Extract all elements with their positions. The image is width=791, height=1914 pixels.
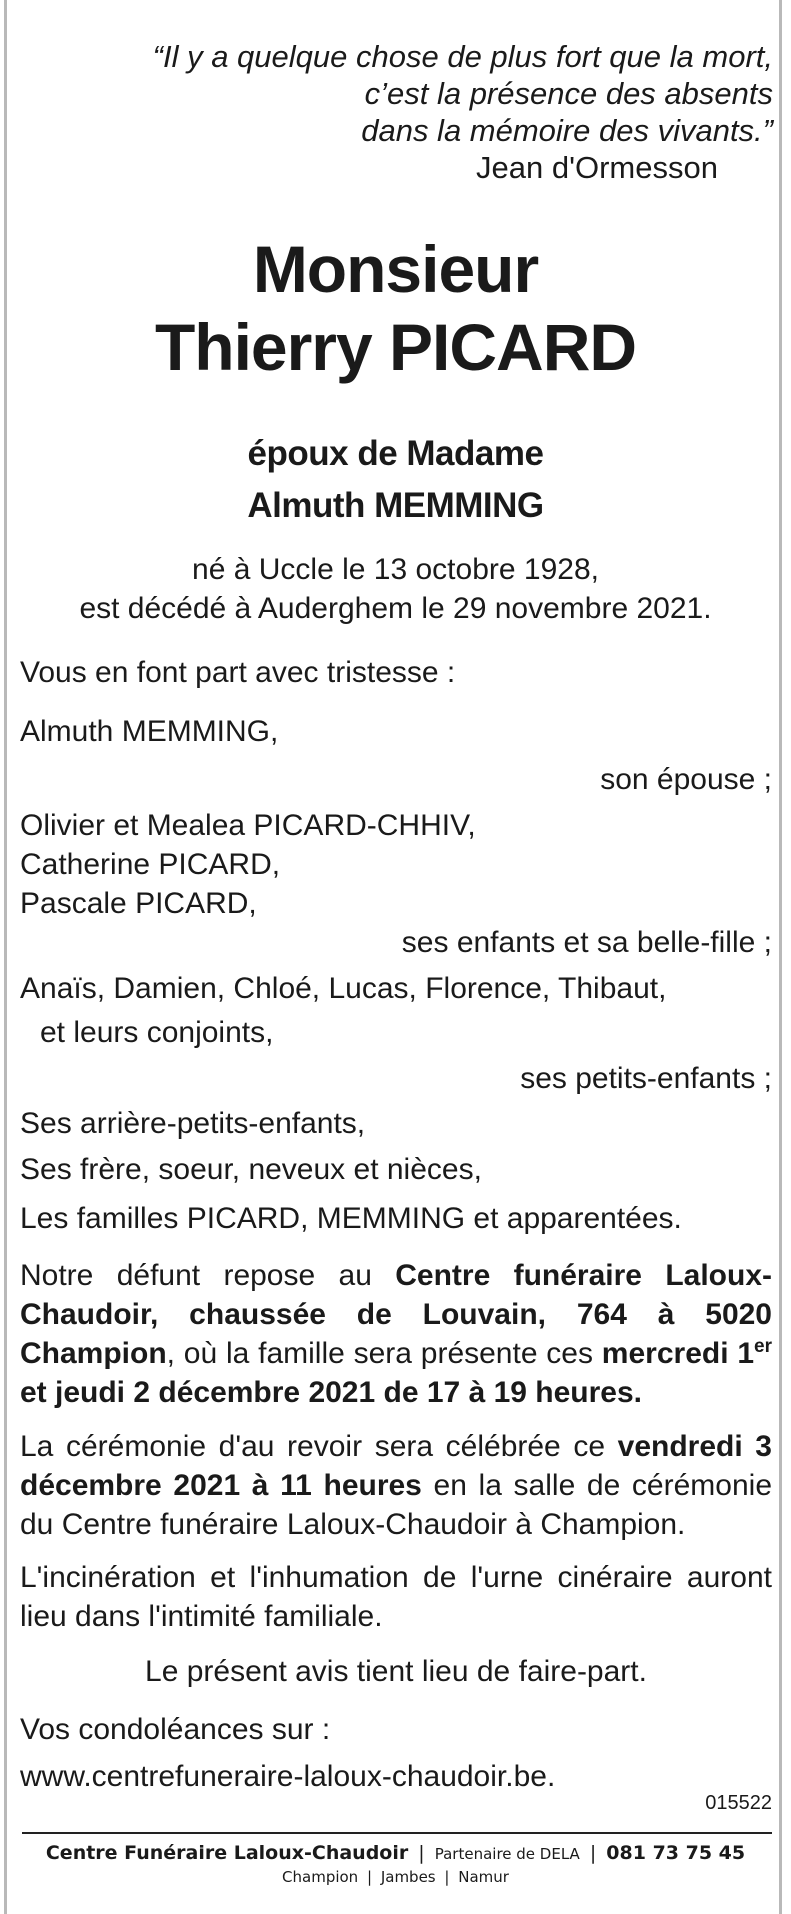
ceremony-date: vendredi 3 décembre 2021 à 11 heures [20, 1430, 772, 1502]
repose-text: Notre défunt repose au [20, 1259, 396, 1292]
cremation-paragraph: L'incinération et l'inhumation de l'urne cinéraire auront lieu dans l'intimité familiale. [20, 1561, 772, 1633]
family-grandchildren-partners: et leurs conjoints, [40, 1016, 274, 1049]
family-children [20, 806, 772, 923]
family-grandchildren: Anaïs, Damien, Chloé, Lucas, Florence, Thibaut, [20, 972, 667, 1005]
spouse-block [0, 428, 791, 532]
family-siblings: Ses frère, soeur, neveux et nièces, [20, 1153, 482, 1186]
life-dates [0, 550, 791, 628]
footer [0, 1842, 791, 1864]
footer-divider [22, 1832, 772, 1834]
family-families: Les familles PICARD, MEMMING et apparentées. [20, 1202, 682, 1235]
footer-location: Namur [458, 1868, 509, 1886]
notice-code: 015522 [705, 1792, 772, 1814]
death-line: est décédé à Auderghem le 29 novembre 2021. [79, 592, 712, 625]
repose-day: mercredi 1er et jeudi 2 décembre 2021 de 17 à 19 heures. [20, 1336, 772, 1409]
notice-line: Le présent avis tient lieu de faire-part. [145, 1655, 647, 1688]
footer-separator: | [444, 1868, 450, 1886]
announcement: Vous en font part avec tristesse : [20, 656, 456, 689]
condolences-label: Vos condoléances sur : [20, 1713, 331, 1746]
family-spouse-role: son épouse ; [600, 763, 772, 796]
footer-separator: | [418, 1842, 425, 1864]
child-entry: Pascale PICARD, [20, 887, 257, 920]
footer-location: Jambes [380, 1868, 436, 1886]
epigraph-quote [73, 38, 773, 149]
quote-line: c’est la présence des absents [364, 76, 773, 111]
ceremony-text: en la salle de cérémonie du Centre funéraire Laloux-Chaudoir à Champion. [20, 1469, 773, 1541]
footer-company: Centre Funéraire Laloux-Chaudoir [45, 1842, 409, 1864]
family-spouse: Almuth MEMMING, [20, 715, 279, 748]
ceremony-paragraph [20, 1427, 772, 1544]
repose-place: Centre funéraire Laloux-Chaudoir, chaussée de Louvain, 764 à 5020 Champion [20, 1259, 772, 1370]
quote-line: “Il y a quelque chose de plus fort que la mort, [152, 39, 773, 74]
birth-line: né à Uccle le 13 octobre 1928, [192, 553, 599, 586]
spouse-label: époux de Madame [247, 434, 544, 473]
child-entry: Catherine PICARD, [20, 848, 281, 881]
spouse-name: Almuth MEMMING [247, 486, 544, 525]
family-grandchildren-role: ses petits-enfants ; [520, 1062, 772, 1095]
condolences-link[interactable]: www.centrefuneraire-laloux-chaudoir.be. [20, 1760, 556, 1793]
footer-phone: 081 73 75 45 [606, 1842, 746, 1864]
quote-line: dans la mémoire des vivants.” [361, 113, 773, 148]
footer-separator: | [366, 1868, 373, 1886]
repose-paragraph [20, 1256, 772, 1412]
child-entry: Olivier et Mealea PICARD-CHHIV, [20, 809, 476, 842]
footer-locations [0, 1868, 791, 1886]
family-children-role: ses enfants et sa belle-fille ; [401, 926, 772, 959]
deceased-title: Monsieur [252, 232, 539, 306]
quote-author: Jean d'Ormesson [476, 150, 718, 185]
footer-partner: Partenaire de DELA [434, 1845, 580, 1863]
family-great-grandchildren: Ses arrière-petits-enfants, [20, 1107, 366, 1140]
repose-text: , où la famille sera présente ces [166, 1337, 602, 1370]
footer-separator: | [589, 1842, 597, 1864]
ceremony-text: La cérémonie d'au revoir sera célébrée ce [20, 1430, 618, 1463]
deceased-name: Thierry PICARD [154, 310, 637, 384]
deceased-heading [0, 230, 791, 386]
footer-location: Champion [282, 1868, 359, 1886]
